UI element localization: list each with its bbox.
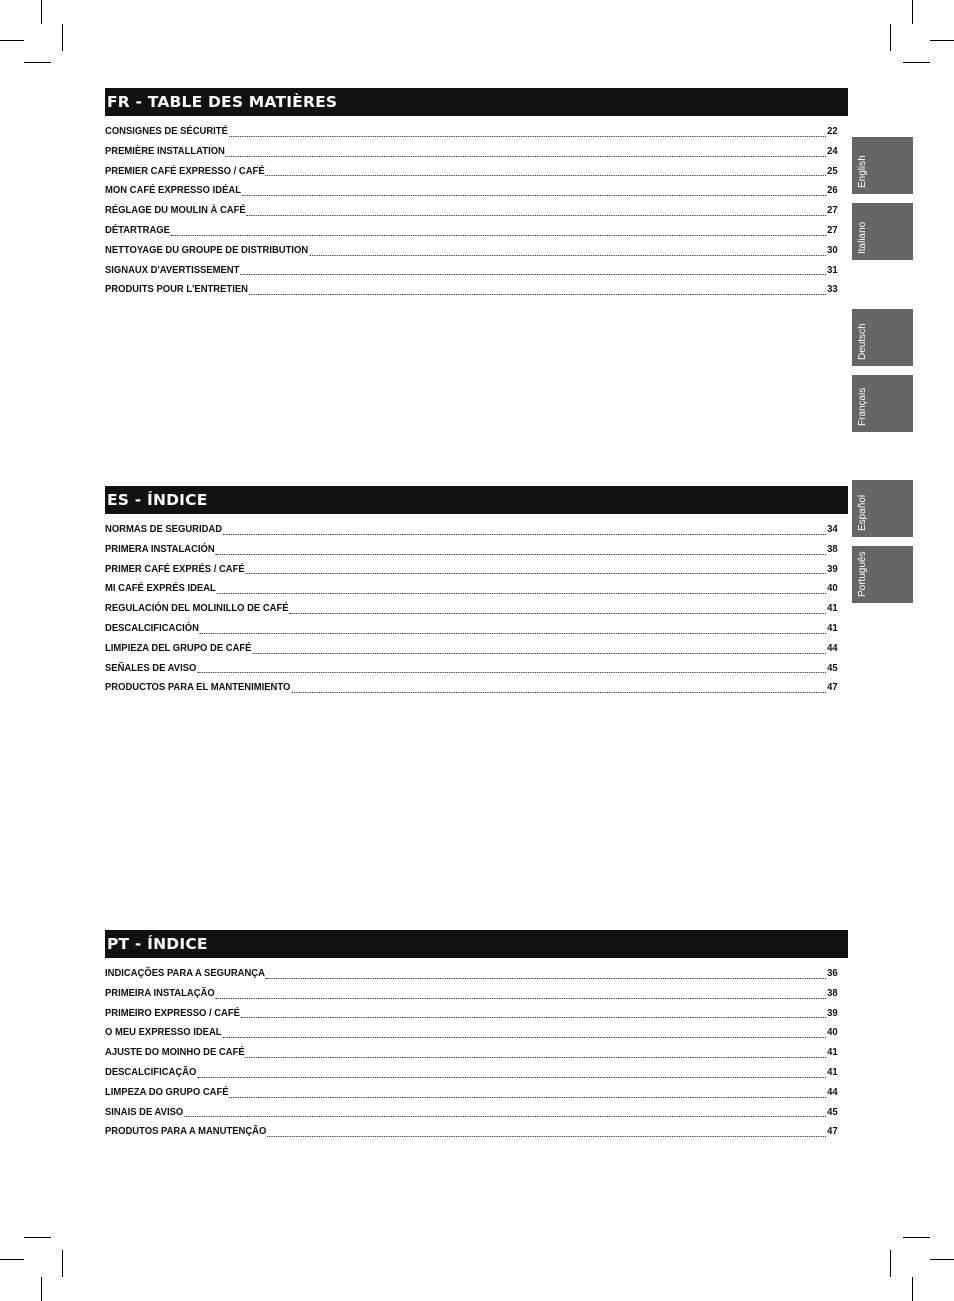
toc-entry[interactable] [105, 221, 838, 241]
toc-entry-page: 45 [827, 661, 838, 674]
toc-section-es [105, 486, 848, 698]
tab-deutsch[interactable] [852, 309, 913, 366]
dot-leader [171, 235, 826, 236]
crop-mark [41, 1277, 42, 1301]
toc-entry-title: PRIMEIRA INSTALAÇÃO [105, 986, 215, 999]
dot-leader [197, 1077, 826, 1078]
toc-entry[interactable] [105, 560, 838, 580]
dot-leader [200, 633, 826, 634]
toc-entry[interactable] [105, 1122, 838, 1142]
toc-entry-page: 40 [827, 582, 838, 595]
toc-entry-title: SIGNAUX D'AVERTISSEMENT [105, 263, 240, 276]
toc-entry-title: LIMPIEZA DEL GRUPO DE CAFÉ [105, 641, 252, 654]
toc-entry-title: SINAIS DE AVISO [105, 1105, 184, 1118]
crop-mark [890, 24, 891, 51]
dot-leader [266, 978, 826, 979]
tab-espanol[interactable] [852, 480, 913, 537]
toc-section-pt [105, 930, 848, 1142]
toc-list-fr [105, 122, 838, 300]
toc-entry[interactable] [105, 639, 838, 659]
toc-entry-title: AJUSTE DO MOINHO DE CAFÉ [105, 1046, 245, 1059]
toc-entry-page: 44 [827, 1085, 838, 1098]
toc-entry[interactable] [105, 280, 838, 300]
toc-entry-title: REGULACIÓN DEL MOLINILLO DE CAFÉ [105, 602, 289, 615]
crop-mark [930, 1259, 954, 1260]
crop-mark [62, 24, 63, 51]
toc-entry-title: INDICAÇÕES PARA A SEGURANÇA [105, 967, 265, 979]
toc-entry-page: 27 [827, 204, 838, 217]
toc-entry-page: 41 [827, 1046, 838, 1059]
toc-entry-page: 45 [827, 1105, 838, 1118]
toc-entry-title: PRODUCTOS PARA EL MANTENIMIENTO [105, 681, 291, 694]
dot-leader [222, 1037, 826, 1038]
toc-entry-title: PRIMERA INSTALACIÓN [105, 542, 215, 555]
toc-entry-page: 27 [827, 223, 838, 236]
toc-entry[interactable] [105, 181, 838, 201]
dot-leader [240, 274, 826, 275]
toc-entry-title: PREMIÈRE INSTALLATION [105, 144, 225, 157]
toc-entry[interactable] [105, 162, 838, 182]
dot-leader [252, 653, 826, 654]
toc-entry-page: 36 [827, 967, 838, 979]
toc-entry[interactable] [105, 261, 838, 281]
toc-entry-title: O MEU EXPRESSO IDEAL [105, 1026, 222, 1039]
toc-entry[interactable] [105, 520, 838, 540]
tab-portugues[interactable] [852, 546, 913, 603]
toc-entry-title: PRODUITS POUR L'ENTRETIEN [105, 283, 248, 296]
toc-entry-page: 47 [827, 681, 838, 694]
crop-mark [0, 1259, 24, 1260]
section-header-es: ES - ÍNDICE [105, 486, 848, 514]
section-header-pt: PT - ÍNDICE [105, 930, 848, 958]
toc-entry[interactable] [105, 1043, 838, 1063]
toc-entry[interactable] [105, 1004, 838, 1024]
crop-mark [24, 62, 51, 63]
section-header-fr: FR - TABLE DES MATIÈRES [105, 88, 848, 116]
tab-english[interactable] [852, 137, 913, 194]
dot-leader [216, 554, 827, 555]
toc-entry-page: 38 [827, 542, 838, 555]
crop-mark [24, 1237, 51, 1238]
dot-leader [217, 593, 826, 594]
toc-entry[interactable] [105, 1023, 838, 1043]
tab-italiano[interactable] [852, 203, 913, 260]
toc-entry[interactable] [105, 540, 838, 560]
tab-label: Español [857, 494, 868, 531]
toc-entry[interactable] [105, 241, 838, 261]
toc-entry-title: LIMPEZA DO GRUPO CAFÉ [105, 1085, 229, 1098]
toc-entry-page: 34 [827, 523, 838, 535]
dot-leader [197, 672, 826, 673]
crop-mark [41, 0, 42, 24]
toc-entry[interactable] [105, 1063, 838, 1083]
toc-entry-page: 41 [827, 1065, 838, 1078]
toc-entry-page: 26 [827, 184, 838, 197]
toc-entry-title: SEÑALES DE AVISO [105, 661, 197, 674]
dot-leader [229, 136, 826, 137]
dot-leader [249, 294, 826, 295]
dot-leader [226, 156, 826, 157]
toc-entry-title: PRODUTOS PARA A MANUTENÇÃO [105, 1125, 267, 1138]
crop-mark [890, 1250, 891, 1277]
crop-mark [912, 1277, 913, 1301]
toc-entry[interactable] [105, 619, 838, 639]
dot-leader [309, 255, 826, 256]
toc-entry-title: PRIMER CAFÉ EXPRÉS / CAFÉ [105, 562, 245, 575]
toc-entry-page: 38 [827, 986, 838, 999]
toc-entry-page: 39 [827, 1006, 838, 1019]
tab-label: English [857, 155, 868, 188]
toc-entry[interactable] [105, 1083, 838, 1103]
tab-label: Français [857, 387, 868, 426]
toc-entry-page: 31 [827, 263, 838, 276]
tab-label: Deutsch [857, 323, 868, 360]
toc-entry-page: 24 [827, 144, 838, 157]
dot-leader [242, 195, 826, 196]
dot-leader [247, 215, 827, 216]
dot-leader [291, 692, 826, 693]
tab-label: Italiano [857, 221, 868, 254]
toc-entry-page: 41 [827, 602, 838, 615]
toc-entry-page: 39 [827, 562, 838, 575]
toc-list-pt [105, 964, 838, 1142]
toc-entry-title: DESCALCIFICACIÓN [105, 621, 199, 634]
dot-leader [266, 175, 827, 176]
toc-entry[interactable] [105, 678, 838, 698]
toc-entry[interactable] [105, 659, 838, 679]
dot-leader [184, 1116, 826, 1117]
crop-mark [62, 1250, 63, 1277]
toc-section-fr [105, 88, 848, 300]
toc-entry-page: 25 [827, 164, 838, 177]
toc-entry-page: 44 [827, 641, 838, 654]
toc-entry[interactable] [105, 1103, 838, 1123]
toc-entry-title: MON CAFÉ EXPRESSO IDÉAL [105, 184, 241, 197]
dot-leader [216, 998, 827, 999]
dot-leader [246, 573, 827, 574]
dot-leader [267, 1136, 826, 1137]
toc-entry-page: 33 [827, 283, 838, 296]
toc-entry-title: RÉGLAGE DU MOULIN À CAFÉ [105, 204, 246, 217]
toc-entry[interactable] [105, 122, 838, 142]
toc-entry-title: PRIMEIRO EXPRESSO / CAFÉ [105, 1006, 240, 1019]
crop-mark [930, 40, 954, 41]
toc-entry[interactable] [105, 984, 838, 1004]
dot-leader [241, 1017, 826, 1018]
toc-entry-title: DÉTARTRAGE [105, 223, 170, 236]
toc-entry-page: 30 [827, 243, 838, 256]
toc-entry-title: DESCALCIFICAÇÃO [105, 1065, 197, 1078]
tab-label: Português [857, 551, 868, 597]
dot-leader [223, 534, 826, 535]
crop-mark [912, 0, 913, 24]
dot-leader [289, 613, 826, 614]
toc-entry-page: 47 [827, 1125, 838, 1138]
tab-francais[interactable] [852, 375, 913, 432]
toc-entry-title: MI CAFÉ EXPRÉS IDEAL [105, 582, 216, 595]
crop-mark [903, 1237, 930, 1238]
toc-entry-title: NETTOYAGE DU GROUPE DE DISTRIBUTION [105, 243, 309, 256]
toc-entry-page: 22 [827, 125, 838, 137]
toc-entry-title: CONSIGNES DE SÉCURITÉ [105, 125, 228, 137]
toc-entry-title: NORMAS DE SEGURIDAD [105, 523, 223, 535]
toc-entry-page: 40 [827, 1026, 838, 1039]
dot-leader [246, 1057, 827, 1058]
toc-list-es [105, 520, 838, 698]
crop-mark [903, 62, 930, 63]
toc-entry[interactable] [105, 599, 838, 619]
toc-entry[interactable] [105, 964, 838, 984]
crop-mark [0, 40, 24, 41]
dot-leader [229, 1097, 826, 1098]
toc-entry[interactable] [105, 142, 838, 162]
toc-entry-title: PREMIER CAFÉ EXPRESSO / CAFÉ [105, 164, 265, 177]
toc-entry-page: 41 [827, 621, 838, 634]
toc-entry[interactable] [105, 201, 838, 221]
toc-entry[interactable] [105, 579, 838, 599]
